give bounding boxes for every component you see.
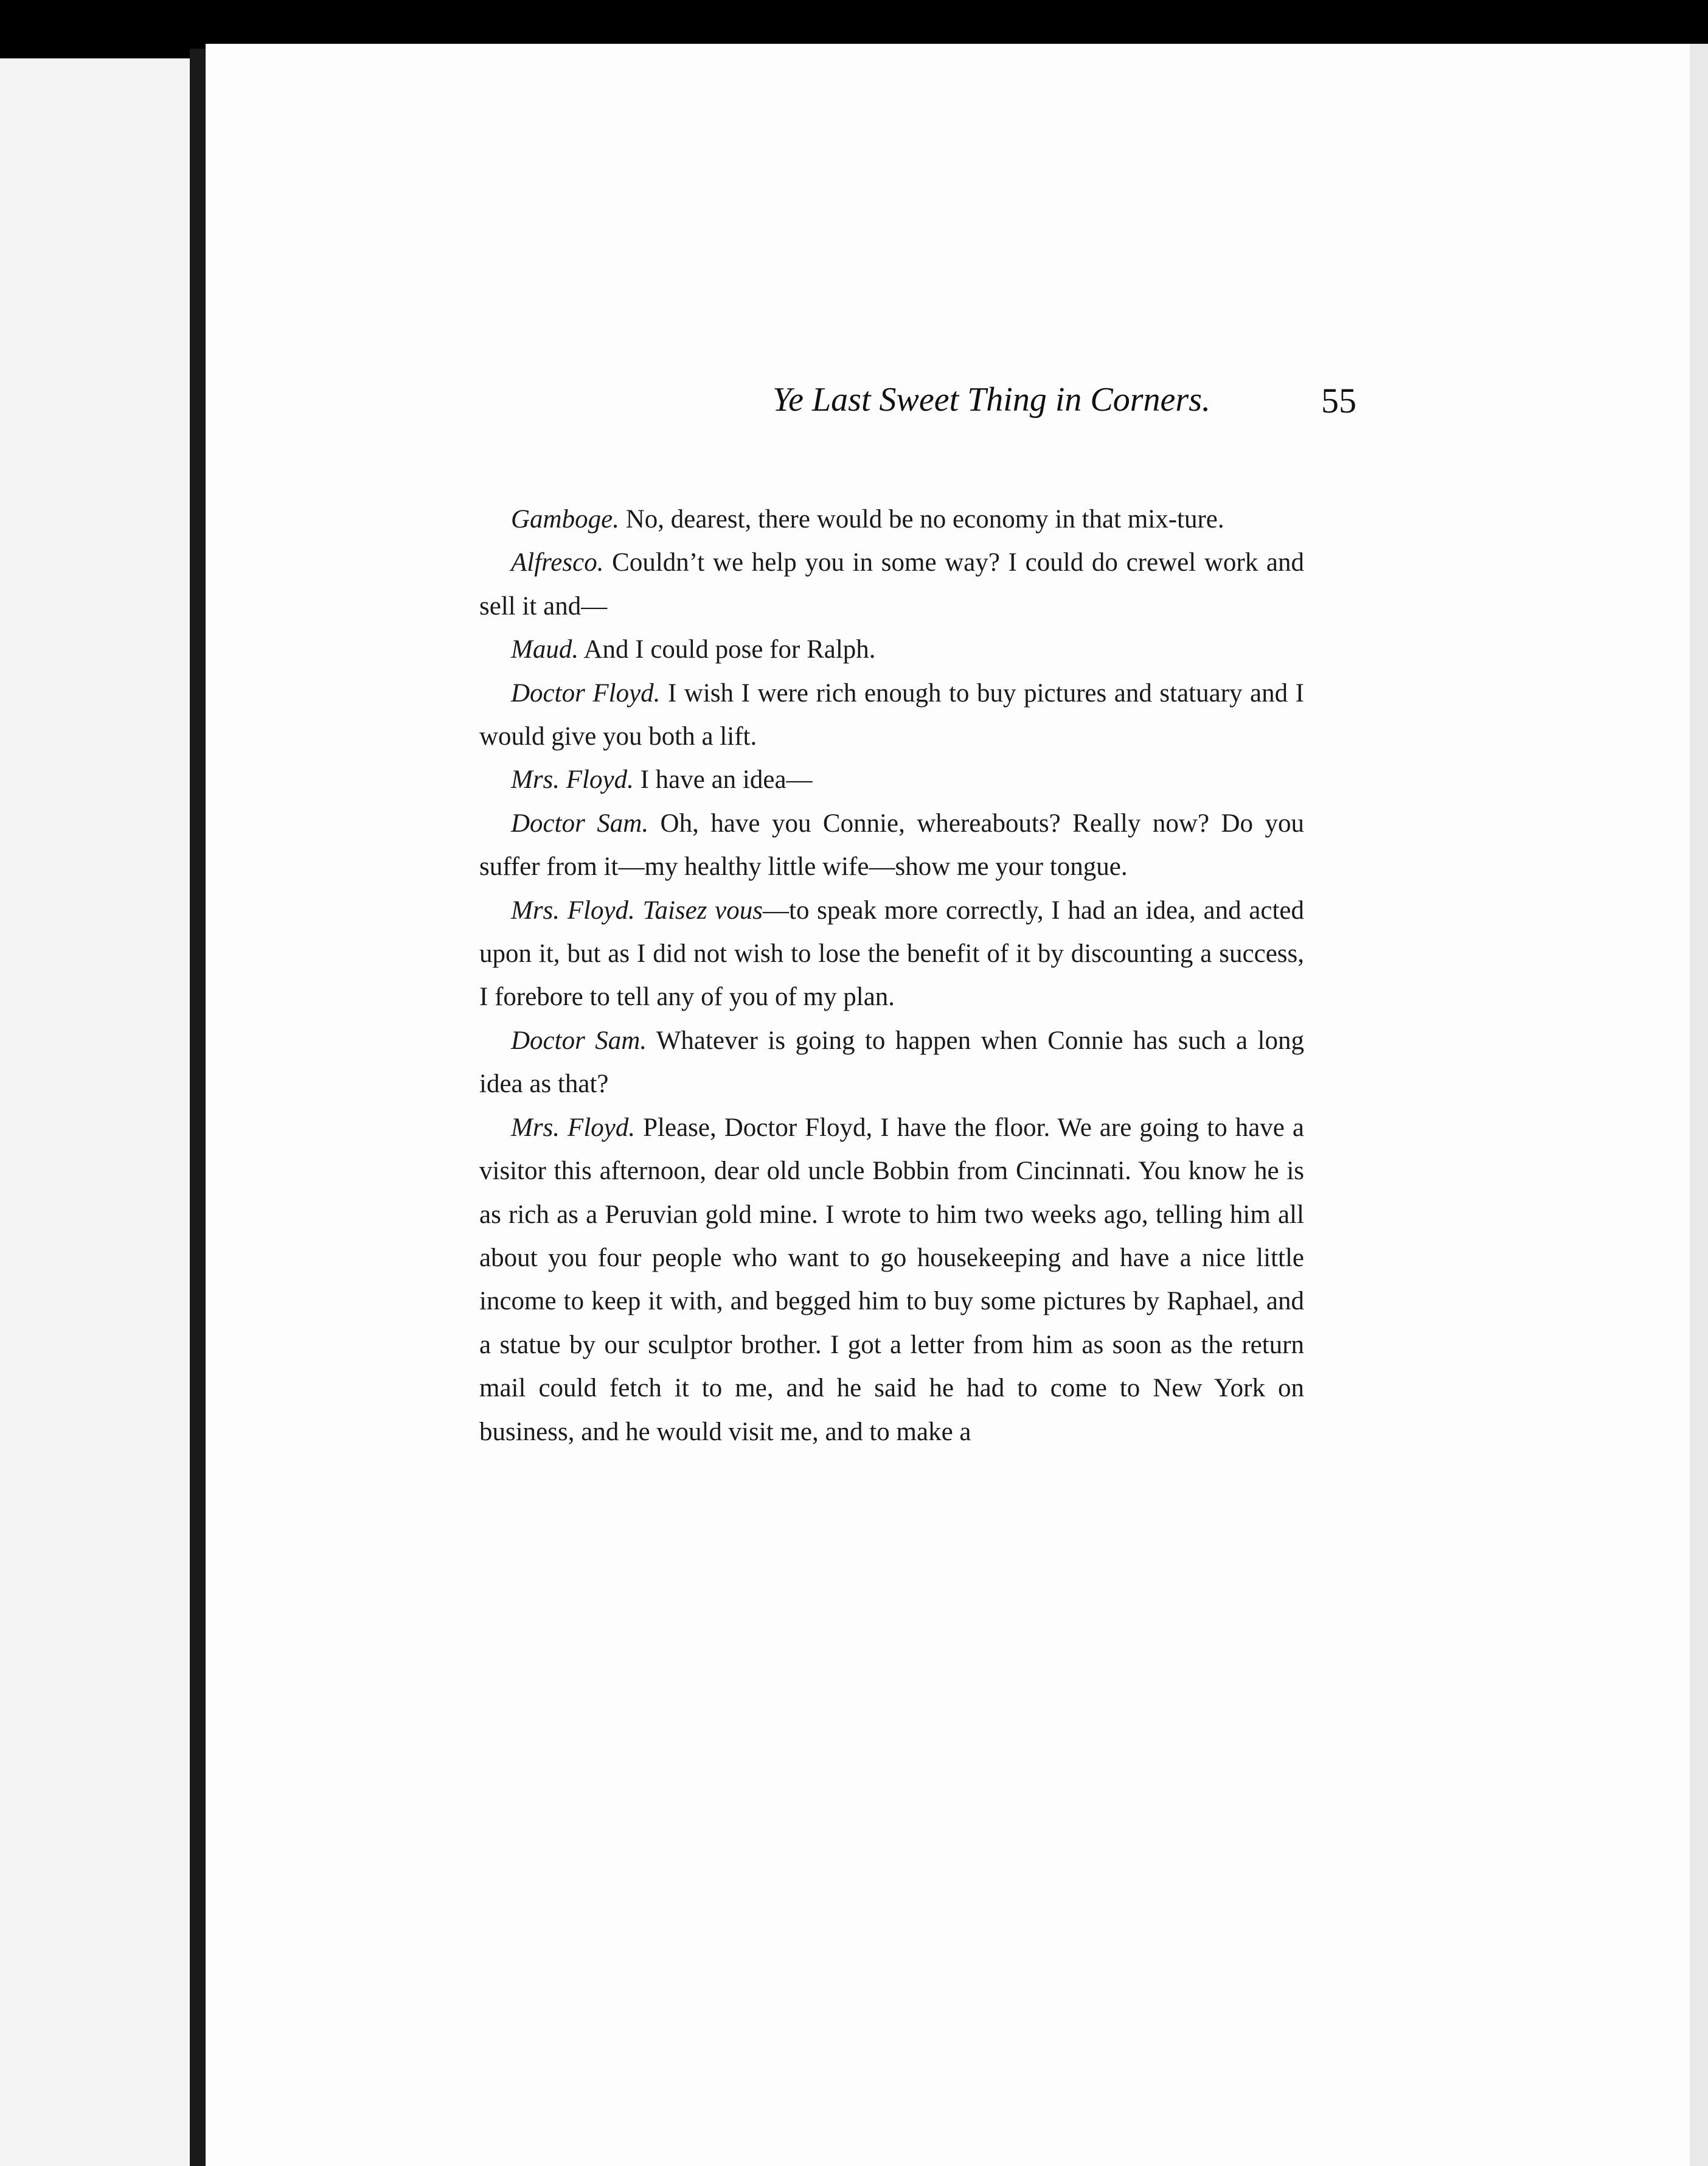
paragraph: [479, 889, 1304, 1019]
dialogue-text: I have an idea—: [633, 765, 813, 795]
page-number: 55: [1321, 381, 1356, 420]
page-header: [426, 380, 1356, 447]
paragraph: [479, 541, 1304, 628]
paragraph: [479, 628, 1304, 671]
speaker-name: Gamboge.: [511, 505, 619, 534]
paragraph: [479, 758, 1304, 801]
speaker-name: Alfresco.: [511, 548, 604, 577]
dialogue-text: Whatever is going to happen when Connie has such a long idea as that?: [479, 1026, 1304, 1099]
dialogue-text: —to speak more correctly, I had an idea, and acted upon it, but as I did not wish to lose the benefit of it by discounting a success, I forebore to tell any of you of my plan.: [479, 896, 1304, 1012]
page-text: [479, 498, 1304, 1454]
paragraph: [479, 802, 1304, 889]
speaker-name: Maud.: [511, 635, 579, 664]
paragraph: [479, 672, 1304, 759]
speaker-name: Doctor Sam.: [511, 809, 649, 838]
speaker-name: Mrs. Floyd.: [511, 896, 635, 925]
dialogue-text: No, dearest, there would be no economy in that mix-ture.: [619, 505, 1224, 534]
book-binding: [190, 49, 206, 2166]
dialogue-text: I wish I were rich enough to buy pictures and statuary and I would give you both a lift.: [479, 678, 1304, 751]
dialogue-text: Please, Doctor Floyd, I have the floor. We are going to have a visitor this afternoon, dear old uncle Bobbin from Cincinnati. You know he is as rich as a Peruvian gold mine. I wrote to him two weeks ago, telling him all about you four people who want to go housekeeping and have a nice little income to keep it with, and begged him to buy some pictures by Raphael, and a statue by our sculptor brother. I got a letter from him as soon as the return mail could fetch it to me, and he said he had to come to New York on business, and he would visit me, and to make a: [479, 1113, 1304, 1446]
page-right-edge: [1690, 44, 1708, 2166]
speaker-name: Doctor Sam.: [511, 1026, 647, 1055]
paragraph: [479, 1106, 1304, 1454]
foreign-phrase: Taisez vous: [634, 896, 763, 925]
speaker-name: Mrs. Floyd.: [511, 1113, 636, 1142]
dialogue-text: Oh, have you Connie, whereabouts? Really now? Do you suffer from it—my healthy little wife—show me your tongue.: [479, 809, 1304, 882]
paragraph: [479, 498, 1304, 541]
running-title: Ye Last Sweet Thing in Corners.: [772, 381, 1210, 419]
paragraph: [479, 1019, 1304, 1106]
dialogue-text: And I could pose for Ralph.: [578, 635, 876, 664]
speaker-name: Doctor Floyd.: [511, 678, 661, 708]
facing-page-edge: [0, 58, 190, 2166]
speaker-name: Mrs. Floyd.: [511, 765, 634, 795]
dialogue-text: Couldn’t we help you in some way? I could do crewel work and sell it and—: [479, 548, 1304, 621]
